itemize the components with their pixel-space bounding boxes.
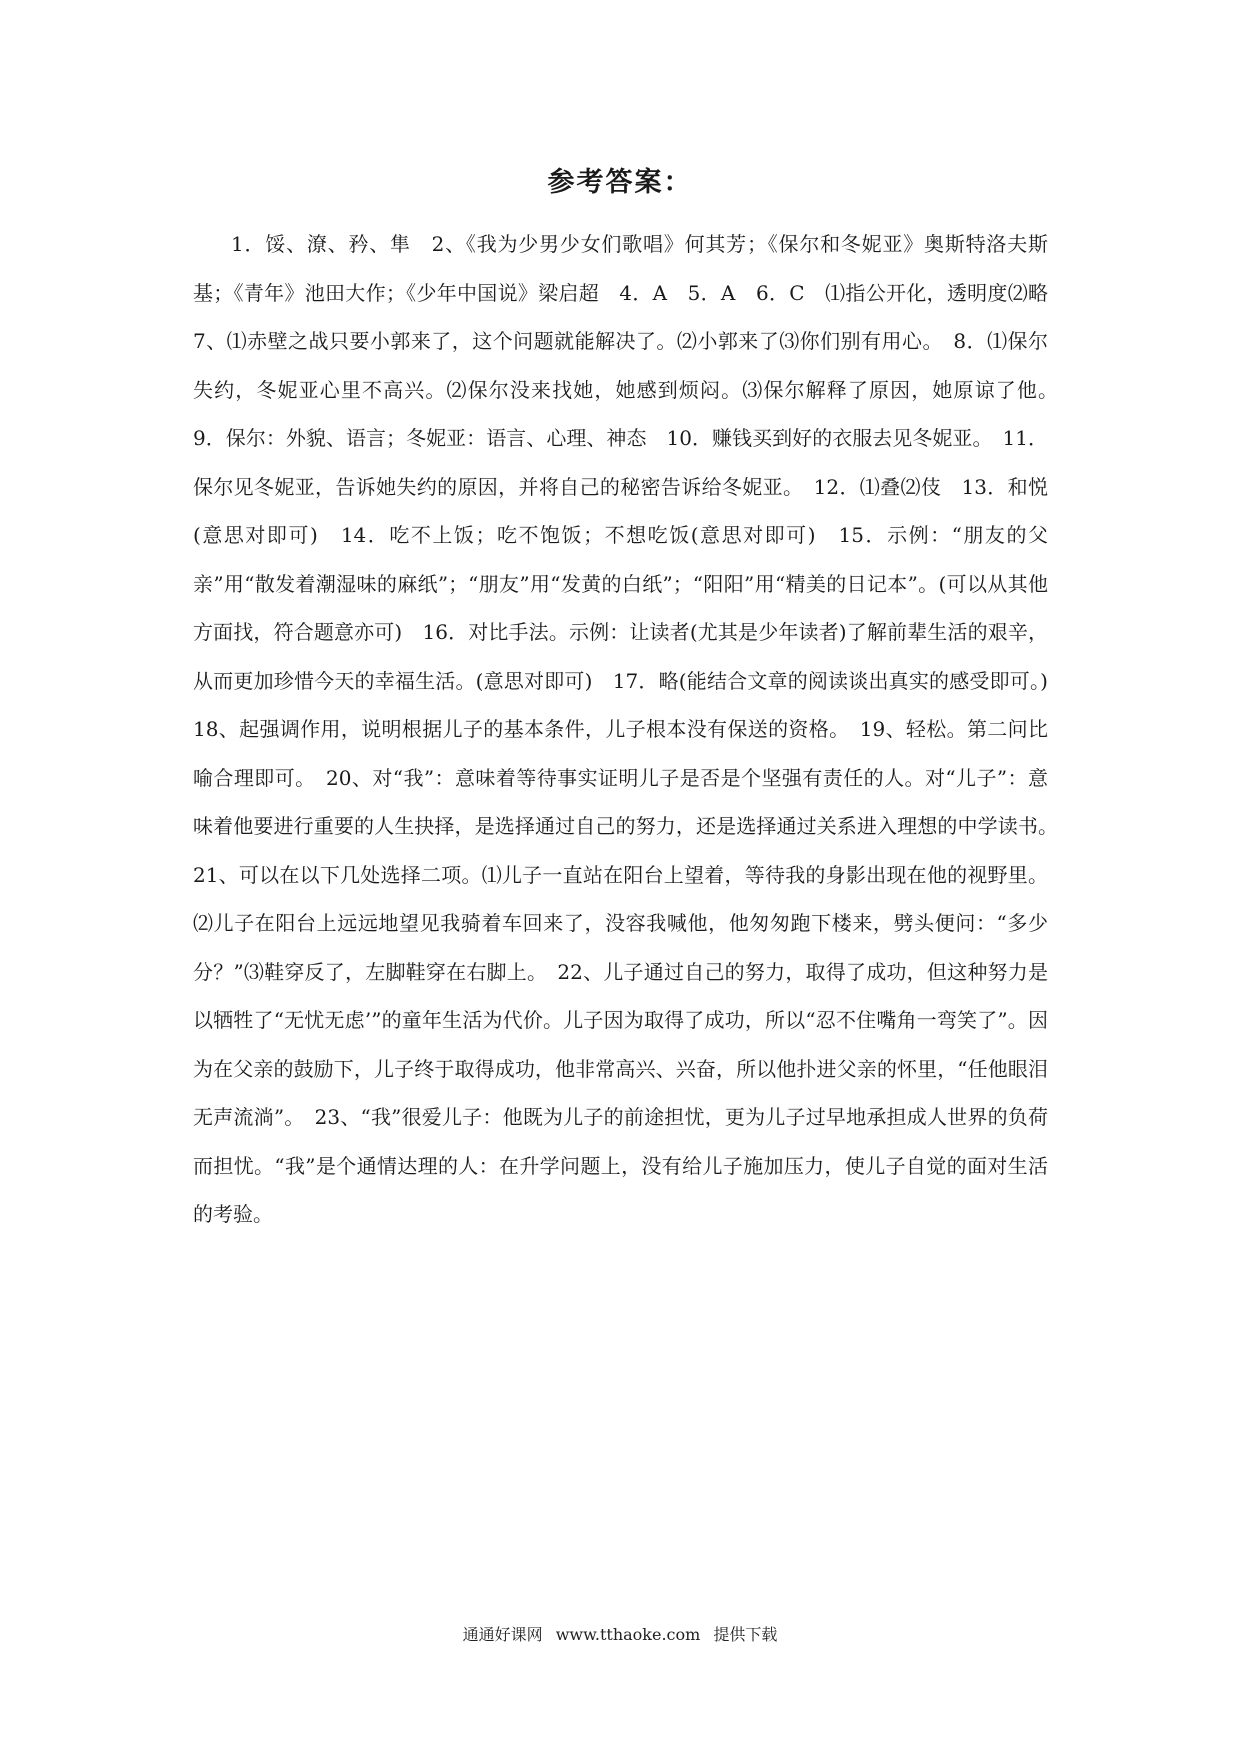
- footer: [0, 1622, 1240, 1645]
- page-title: 参考答案：: [547, 167, 693, 198]
- footer-site-name: 通通好课网: [462, 1625, 543, 1644]
- answer-text: 1．馁、潦、矜、隼 2、《我为少男少女们歌唱》何其芳；《保尔和冬妮亚》奥斯特洛夫斯基；《青年》池田大作；《少年中国说》梁启超 4．A 5．A 6．C ⑴指公开化，透明度⑵略 7、⑴赤壁之战只要小郭来了，这个问题就能解决了。⑵小郭来了⑶你们别有用心。 8．⑴保尔失约，冬妮亚心里不高兴。⑵保尔没来找她，她感到烦闷。⑶保尔解释了原因，她原谅了他。 9．保尔：外貌、语言；冬妮亚：语言、心理、神态 10．赚钱买到好的衣服去见冬妮亚。 11．保尔见冬妮亚，告诉她失约的原因，并将自己的秘密告诉给冬妮亚。 12．⑴叠⑵伎 13．和悦(意思对即可) 14．吃不上饭；吃不饱饭；不想吃饭(意思对即可) 15．示例：“朋友的父亲”用“散发着潮湿味的麻纸”；“朋友”用“发黄的白纸”；“阳阳”用“精美的日记本”。(可以从其他方面找，符合题意亦可) 16．对比手法。示例：让读者(尤其是少年读者)了解前辈生活的艰辛，从而更加珍惜今天的幸福生活。(意思对即可) 17．略(能结合文章的阅读谈出真实的感受即可。) 18、起强调作用，说明根据儿子的基本条件，儿子根本没有保送的资格。 19、轻松。第二问比喻合理即可。 20、对“我”：意味着等待事实证明儿子是否是个坚强有责任的人。对“儿子”：意味着他要进行重要的人生抉择，是选择通过自己的努力，还是选择通过关系进入理想的中学读书。 21、可以在以下几处选择二项。⑴儿子一直站在阳台上望着，等待我的身影出现在他的视野里。⑵儿子在阳台上远远地望见我骑着车回来了，没容我喊他，他匆匆跑下楼来，劈头便问：“多少分？”⑶鞋穿反了，左脚鞋穿在右脚上。 22、儿子通过自己的努力，取得了成功，但这种努力是以牺牲了“无忧无虑’”的童年生活为代价。儿子因为取得了成功，所以“忍不住嘴角一弯笑了”。因为在父亲的鼓励下，儿子终于取得成功，他非常高兴、兴奋，所以他扑进父亲的怀里，“任他眼泪无声流淌”。 23、“我”很爱儿子：他既为儿子的前途担忧，更为儿子过早地承担成人世界的负荷而担忧。“我”是个通情达理的人：在升学问题上，没有给儿子施加压力，使儿子自觉的面对生活的考验。: [193, 232, 1068, 1226]
- footer-action: 提供下载: [713, 1625, 778, 1644]
- footer-url[interactable]: www.tthaoke.com: [555, 1625, 701, 1644]
